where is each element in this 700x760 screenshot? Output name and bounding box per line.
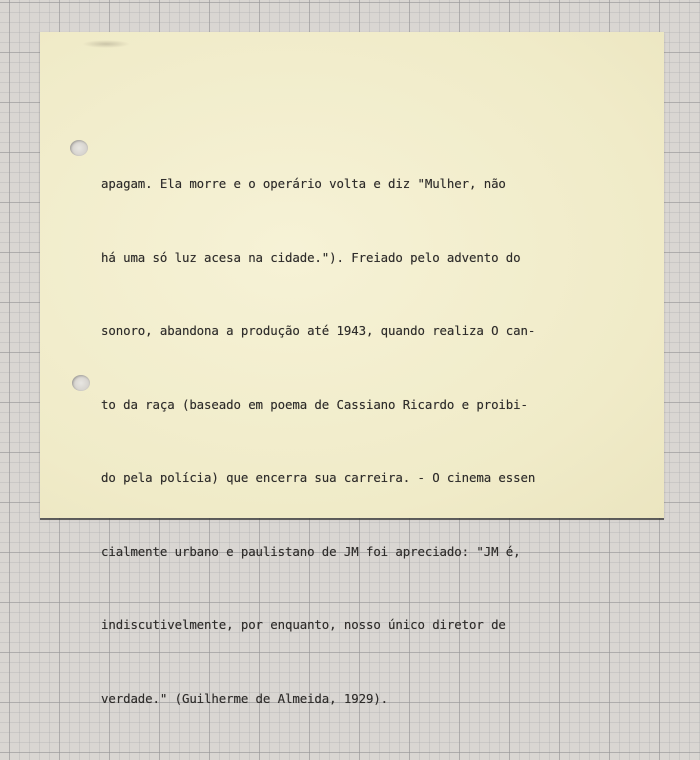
ink-smudge xyxy=(82,40,130,48)
text-line-6: cialmente urbano e paulistano de JM foi apreciado: "JM é, xyxy=(101,543,521,559)
sheet-bottom-edge xyxy=(40,518,664,520)
punch-hole-top xyxy=(70,140,88,156)
text-line-3: sonoro, abandona a produção até 1943, quando realiza O can- xyxy=(101,323,536,338)
text-line-2: há uma só luz acesa na cidade."). Freiado pelo advento do xyxy=(101,249,521,265)
text-line-4: to da raça (baseado em poema de Cassiano Ricardo e proibi- xyxy=(101,396,528,412)
text-line-5: do pela polícia) que encerra sua carreira. - O cinema essen xyxy=(101,470,536,485)
typed-paragraph xyxy=(101,123,535,760)
text-line-1: apagam. Ela morre e o operário volta e diz "Mulher, não xyxy=(101,176,506,191)
text-line-7: indiscutivelmente, por enquanto, nosso único diretor de xyxy=(101,617,506,632)
punch-hole-bottom xyxy=(72,375,90,391)
typed-sheet xyxy=(40,32,664,706)
text-line-8: verdade." (Guilherme de Almeida, 1929). xyxy=(101,690,389,706)
